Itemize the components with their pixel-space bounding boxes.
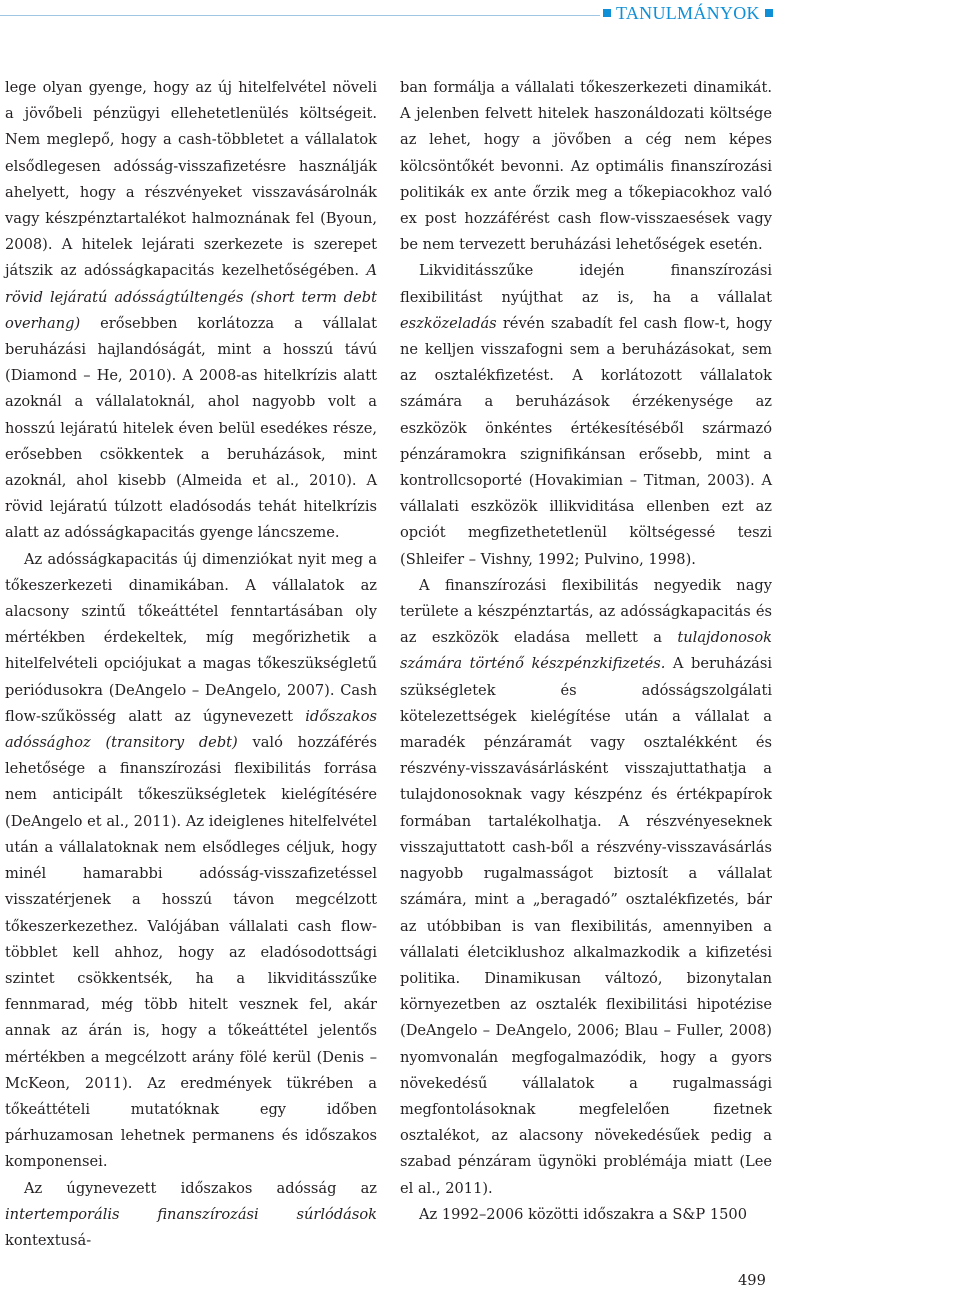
italic-term: időszakos adóssághoz (transitory debt) bbox=[5, 707, 377, 752]
section-label bbox=[598, 3, 778, 24]
paragraph bbox=[5, 75, 377, 547]
paragraph bbox=[400, 573, 772, 1202]
section-label-text: TANULMÁNYOK bbox=[616, 3, 760, 23]
header-rule bbox=[0, 15, 600, 16]
italic-term: eszközeladás bbox=[400, 314, 497, 332]
right-column bbox=[400, 75, 772, 1228]
text-run: erősebben korlátozza a vállalat beruházási hajlandóságát, mint a hosszú távú (Diamond – He, 2010). A 2008-as hitelkrízis alatt azoknál a vállalatoknál, ahol nagyobb volt a hosszú lejáratú hitelek éven belül esedékes része, erősebben csökkentek a beruházások, mint azoknál, ahol kisebb (Almeida et al., 2010). A rövid lejáratú túlzott eladósodás tehát hitelkrízis alatt az adósságkapacitás gyenge láncszeme. bbox=[5, 314, 377, 542]
paragraph: ban formálja a vállalati tőkeszerkezeti dinamikát. A jelenben felvett hitelek haszonáldozati költsége az lehet, hogy a jövőben a cég nem képes kölcsöntőkét bevonni. Az optimális finanszírozási politikák ex ante őrzik meg a tőkepiacokhoz való ex post hozzáférést cash flow-visszaesések vagy be nem tervezett beruházási lehetőségek esetén. bbox=[400, 79, 772, 254]
text-run: Az úgynevezett időszakos adósság az bbox=[24, 1179, 377, 1197]
italic-term: intertemporális finanszírozási súrlódások bbox=[5, 1205, 377, 1223]
text-run: lege olyan gyenge, hogy az új hitelfelvétel növeli a jövőbeli pénzügyi ellehetetlenülés költségeit. Nem meglepő, hogy a cash-többletet a vállalatok elsődlegesen adósság-visszafizetésre használják ahelyett, hogy a részvényeket visszavásárolnák vagy készpénztartalékot halmoznának fel (Byoun, 2008). A hitelek lejárati szerkezete is szerepet játszik az adósságkapacitás kezelhetőségében. bbox=[5, 79, 377, 280]
square-bullet-icon bbox=[603, 9, 611, 17]
paragraph bbox=[5, 547, 377, 1176]
italic-term: A rövid lejáratú adósságtúltengés (short term debt overhang) bbox=[5, 262, 377, 332]
text-run: való hozzáférés lehetősége a finanszírozási flexibilitás forrása nem anticipált tőkeszükségletek kielégítésére (DeAngelo et al., 2011). Az ideiglenes hitelfelvétel után a vállalatoknak nem elsődleges céljuk, hogy minél hamarabbi adósság-visszafizetéssel visszatérjenek a hosszú távon megcélzott tőkeszerkezethez. Valójában vállalati cash flow-többlet kell ahhoz, hogy az eladósodottsági szintet csökkentsék, ha a likviditásszűke fennmarad, még több hitelt vesznek fel, akár annak az árán is, hogy a tőkeáttétel jelentős mértékben a megcélzott arány fölé kerül (Denis – McKeon, 2011). Az eredmények tükrében a tőkeáttételi mutatóknak egy időben párhuzamosan lehetnek permanens és időszakos komponensei. bbox=[5, 734, 377, 1171]
italic-term: tulajdonosok számára történő készpénzkifizetés. bbox=[400, 629, 772, 673]
text-run: A finanszírozási flexibilitás negyedik nagy területe a készpénztartás, az adósságkapacitás és az eszközök eladása mellett a bbox=[400, 576, 772, 647]
text-run: Az adósságkapacitás új dimenziókat nyit meg a tőkeszerkezeti dinamikában. A vállalatok az alacsony szintű tőkeáttétel fenntartásában oly mértékben érdekeltek, míg megőrizhetik a hitelfelvételi opciójukat a magas tőkeszükségletű periódusokra (DeAngelo – DeAngelo, 2007). Cash flow-szűkösség alatt az úgynevezett bbox=[5, 550, 377, 725]
text-run: révén szabadít fel cash flow-t, hogy ne kelljen visszafogni sem a beruházásokat, sem az osztalékfizetést. A korlátozott vállalatok számára a beruházások érzékenysége az eszközök önkéntes értékesítéséből származó pénzáramokra szignifikánsan erősebb, mint a kontrollcsoporté (Hovakimian – Titman, 2003). A vállalati eszközök illikviditása ellenben ezt az opciót megfizethetetlenül költségessé teszi (Shleifer – Vishny, 1992; Pulvino, 1998). bbox=[400, 314, 772, 568]
paragraph bbox=[5, 1176, 377, 1255]
text-run: Likviditásszűke idején finanszírozási flexibilitást nyújthat az is, ha a vállalat bbox=[400, 262, 772, 306]
text-run: A beruházási szükségletek és adósságszolgálati kötelezettségek kielégítése után a vállalat a maradék pénzáramát vagy osztalékként és részvény-visszavásárlásként visszajuttathatja a tulajdonosoknak vagy készpénz és értékpapírok formában tartalékolhatja. A részvényeseknek visszajuttatott cash-ből a részvény-visszavásárlás nagyobb rugalmasságot biztosít a vállalat számára, mint a „beragadó” osztalékfizetés, bár az utóbbiban is van flexibilitás, amennyiben a vállalati életciklushoz alkalmazkodik a kifizetési politika. Dinamikusan változó, bizonytalan környezetben az osztalék flexibilitási hipotézise (DeAngelo – DeAngelo, 2006; Blau – Fuller, 2008) nyomvonalán megfogalmazódik, hogy a gyors növekedésű vállalatok a rugalmassági megfontolásoknak megfelelően fizetnek osztalékot, az alacsony növekedésűek pedig a szabad pénzáram ügynöki problémája miatt (Lee el al., 2011). bbox=[400, 655, 772, 1197]
paragraph bbox=[400, 258, 772, 572]
left-column bbox=[5, 75, 377, 1254]
square-bullet-icon bbox=[765, 9, 773, 17]
text-run: kontextusá- bbox=[5, 1231, 92, 1249]
page-number: 499 bbox=[738, 1272, 766, 1289]
running-header bbox=[0, 0, 960, 30]
paragraph: Az 1992–2006 közötti időszakra a S&P 1500 bbox=[419, 1205, 747, 1223]
